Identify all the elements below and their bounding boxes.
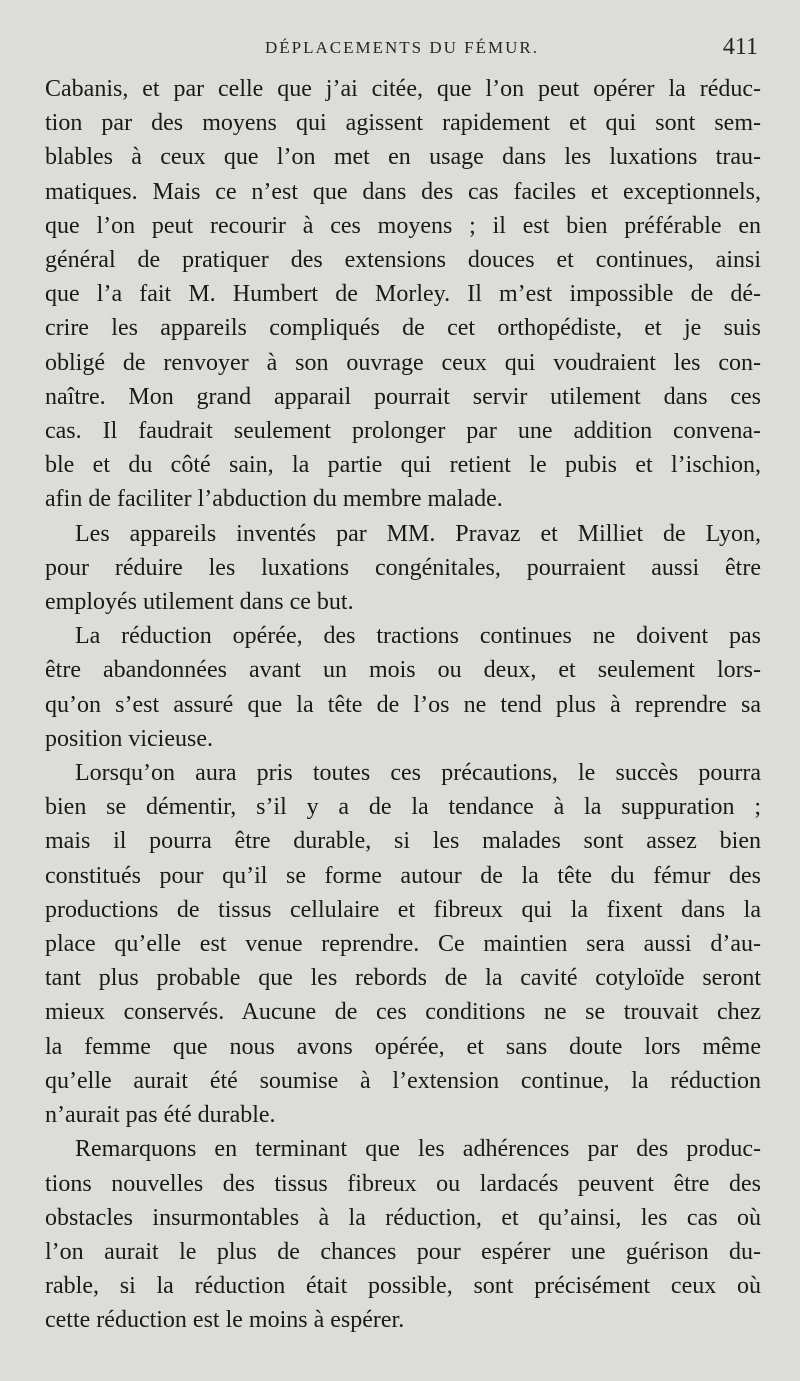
body-text [45, 72, 761, 1338]
running-head [38, 34, 766, 64]
running-title: DÉPLACEMENTS DU FÉMUR. [265, 38, 539, 57]
text-line: mieux conservés. Aucune de ces conditions ne se trouvait chez [45, 999, 761, 1026]
text-line: tion par des moyens qui agissent rapidement et qui sont sem- [45, 110, 761, 137]
text-line: Les appareils inventés par MM. Pravaz et Milliet de Lyon, [75, 520, 761, 547]
text-line: La réduction opérée, des tractions continues ne doivent pas [75, 623, 761, 650]
text-line: Lorsqu’on aura pris toutes ces précautions, le succès pourra [75, 760, 761, 787]
text-line: cette réduction est le moins à espérer. [45, 1307, 405, 1334]
text-line: bien se démentir, s’il y a de la tendance à la suppuration ; [45, 794, 761, 821]
text-line: constitués pour qu’il se forme autour de la tête du fémur des [45, 862, 761, 889]
text-line: place qu’elle est venue reprendre. Ce maintien sera aussi d’au- [45, 931, 761, 958]
text-line: obstacles insurmontables à la réduction, et qu’ainsi, les cas où [45, 1204, 761, 1231]
page-number: 411 [722, 34, 758, 60]
text-line: que l’a fait M. Humbert de Morley. Il m’est impossible de dé- [45, 281, 761, 308]
text-line: employés utilement dans ce but. [45, 589, 354, 616]
text-line: crire les appareils compliqués de cet orthopédiste, et je suis [45, 315, 761, 342]
text-line: cas. Il faudrait seulement prolonger par une addition convena- [45, 418, 761, 445]
text-line: mais il pourra être durable, si les malades sont assez bien [45, 828, 761, 855]
text-line: obligé de renvoyer à son ouvrage ceux qui voudraient les con- [45, 349, 761, 376]
text-line: blables à ceux que l’on met en usage dans les luxations trau- [45, 144, 761, 171]
text-line: Cabanis, et par celle que j’ai citée, que l’on peut opérer la réduc- [45, 76, 761, 102]
text-line: matiques. Mais ce n’est que dans des cas faciles et exceptionnels, [45, 178, 761, 205]
text-line: général de pratiquer des extensions douces et continues, ainsi [45, 247, 761, 274]
text-line: position vicieuse. [45, 725, 213, 752]
text-line: qu’elle aurait été soumise à l’extension continue, la réduction [45, 1067, 761, 1094]
paragraph [45, 756, 761, 1132]
text-line: l’on aurait le plus de chances pour espérer une guérison du- [45, 1238, 761, 1265]
text-line: productions de tissus cellulaire et fibreux qui la fixent dans la [45, 896, 761, 923]
text-line: rable, si la réduction était possible, sont précisément ceux où [45, 1273, 761, 1300]
text-line: ble et du côté sain, la partie qui retient le pubis et l’ischion, [45, 452, 761, 479]
paragraph [45, 72, 761, 517]
text-line: qu’on s’est assuré que la tête de l’os ne tend plus à reprendre sa [45, 691, 761, 718]
text-line: être abandonnées avant un mois ou deux, et seulement lors- [45, 657, 761, 684]
text-line: Remarquons en terminant que les adhérences par des produc- [75, 1136, 761, 1163]
paragraph [45, 619, 761, 756]
text-line: que l’on peut recourir à ces moyens ; il est bien préférable en [45, 212, 761, 239]
text-line: la femme que nous avons opérée, et sans doute lors même [45, 1033, 761, 1060]
text-line: tions nouvelles des tissus fibreux ou lardacés peuvent être des [45, 1170, 761, 1197]
text-line: pour réduire les luxations congénitales, pourraient aussi être [45, 554, 761, 581]
text-line: tant plus probable que les rebords de la cavité cotyloïde seront [45, 965, 761, 992]
text-line: afin de faciliter l’abduction du membre malade. [45, 486, 503, 513]
text-line: naître. Mon grand apparail pourrait servir utilement dans ces [45, 383, 761, 410]
text-line: n’aurait pas été durable. [45, 1102, 276, 1129]
paragraph [45, 517, 761, 620]
paragraph [45, 1132, 761, 1337]
